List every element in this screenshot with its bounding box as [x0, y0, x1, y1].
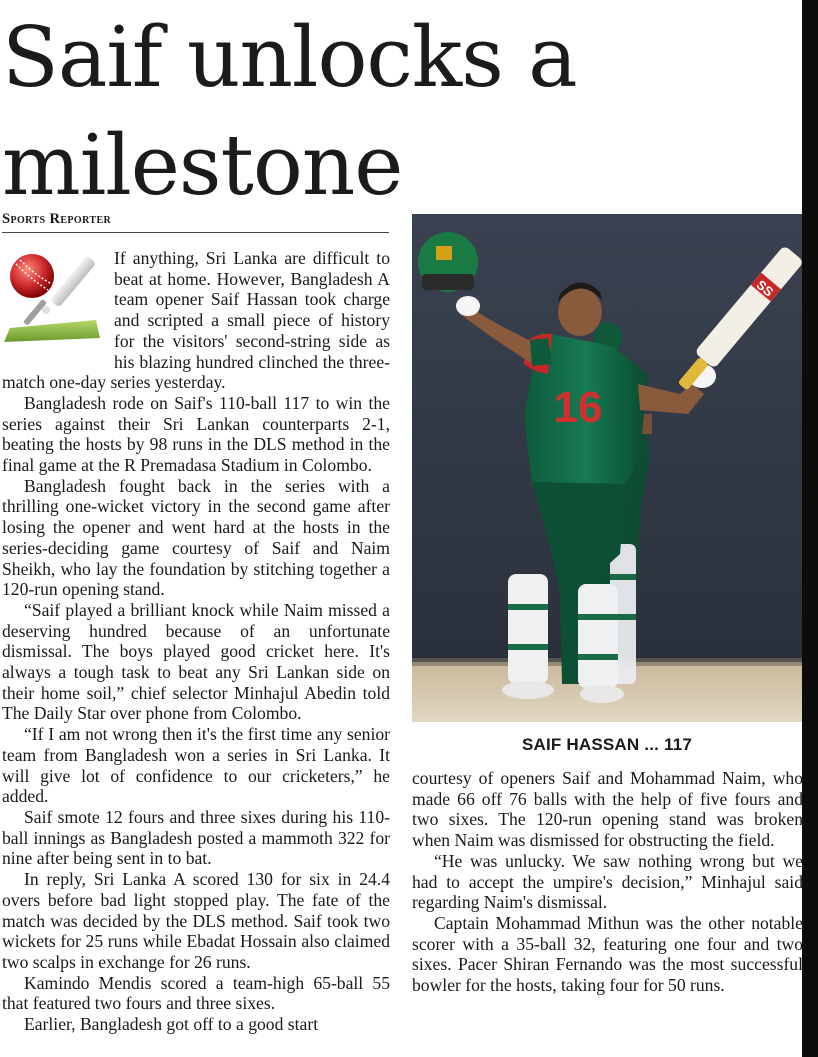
paragraph: Bangladesh fought back in the series with a thrilling one-wicket victory in the second game after losing the opener and went hard at the hosts in the series-deciding game courtesy of Saif and Naim Sheikh, who lay the foundation by stitching together a 120-run opening stand. [2, 475, 390, 600]
paragraph: “If I am not wrong then it's the first time any senior team from Bangladesh won a series in Sri Lanka. It will give lot of confidence to our cricketers,” he added. [2, 724, 390, 807]
photo-caption: SAIF HASSAN ... 117 [521, 735, 693, 754]
bat-brand: SS [753, 276, 777, 300]
jersey-number: 16 [553, 383, 603, 432]
paragraph: courtesy of openers Saif and Mohammad Naim, who made 66 off 76 balls with the help of five fours and two sixes. The 120-run opening stand was broken when Naim was dismissed for obstructing the field. [412, 768, 803, 851]
paragraph: Saif smote 12 fours and three sixes during his 110-ball innings as Bangladesh posted a mammoth 322 for nine after being sent in to bat. [2, 806, 390, 869]
article-column-1 [2, 248, 390, 1035]
article-column-2 [412, 768, 803, 996]
paragraph: Kamindo Mendis scored a team-high 65-ball 55 that featured two fours and three sixes. [2, 972, 390, 1014]
paragraph: If anything, Sri Lanka are difficult to beat at home. However, Bangladesh A team opener Saif Hassan took charge and scripted a small piece of history for the visitors' second-string side as his blazing hundred clinched the three-match one-day series yesterday. [2, 248, 390, 393]
paragraph: Earlier, Bangladesh got off to a good start [24, 1014, 319, 1035]
cricket-ball-bat-icon [2, 250, 104, 354]
headline: Saif unlocks a milestone [2, 9, 577, 214]
page-edge-bar [802, 0, 818, 1057]
paragraph: In reply, Sri Lanka A scored 130 for six in 24.4 overs before bad light stopped play. The fate of the match was decided by the DLS method. Saif took two wickets for 25 runs while Ebadat Hossain also claimed two scalps in exchange for 26 runs. [2, 869, 390, 972]
paragraph: Bangladesh rode on Saif's 110-ball 117 to win the series against their Sri Lankan counterparts 2-1, beating the hosts by 98 runs in the DLS method in the final game at the R Premadasa Stadium in Colombo. [2, 392, 390, 476]
player-photo [412, 214, 802, 722]
paragraph: “Saif played a brilliant knock while Naim missed a deserving hundred because of an unfortunate dismissal. The boys played good cricket here. It's always a tough task to beat any Sri Lankan side on their home soil,” chief selector Minhajul Abedin told The Daily Star over phone from Colombo. [2, 599, 390, 724]
paragraph: “He was unlucky. We saw nothing wrong but we had to accept the umpire's decision,” Minhajul said regarding Naim's dismissal. [412, 850, 803, 913]
paragraph: Captain Mohammad Mithun was the other notable scorer with a 35-ball 32, featuring one four and two sixes. Pacer Shiran Fernando was the most successful bowler for the hosts, taking four for 50 runs. [412, 912, 803, 996]
byline: Sports Reporter [2, 211, 389, 233]
